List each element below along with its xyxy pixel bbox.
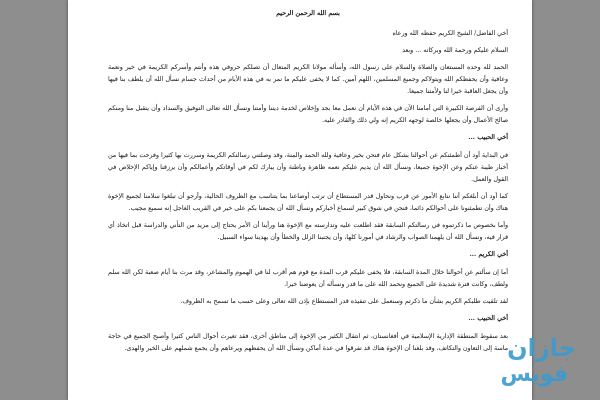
- watermark-line1: جازان: [507, 334, 576, 362]
- section-heading: أخي الحبيب ...: [468, 315, 508, 322]
- greeting-line: السلام عليكم ورحمة الله وبركاته ... وبعد: [402, 47, 508, 54]
- paragraph: كما أود أن أبلغكم أننا نتابع الأمور عن قرب ونحاول قدر المستطاع أن نرتب أوضاعنا بما يتناسب مع الظروف الحالية، وأرجو أن تبلغوا سلامنا لجميع الإخوة هناك وأن تطمئنونا على أحوالكم دائما، فنحن في شوق كبير لسماع أخباركم ونسأل الله أن يجمعنا بكم على خير في القريب العاجل إنه سميع مجيب.: [108, 193, 508, 212]
- watermark-line2: فويس: [500, 362, 568, 387]
- paragraph: في البداية أود أن أطمئنكم عن أحوالنا بشكل عام فنحن بخير وعافية ولله الحمد والمنة، وقد وصلتني رسالتكم الكريمة وسررت بها كثيرا وفرحت بما فيها من أخبار طيبة عنكم وعن الإخوة جميعا، ونسأل الله أن يديم عليكم نعمه ظاهرة وباطنة وأن يبارك لكم في أوقاتكم وأعمالكم وأن يرزقنا وإياكم الإخلاص في القول والعمل.: [108, 152, 508, 183]
- paragraph: أما إن سألتم عن أحوالنا خلال المدة السابقة، فلا يخفى عليكم قرب المدة مع قوم هم أقرب لنا في الهموم والمشاعر، وقد مرت بنا أيام صعبة لكن الله سلم ولطف، وكانت فترة شديدة على الجميع ونحمد الله على ما قدر ونسأله أن يعوضنا خيرا.: [108, 269, 508, 288]
- paragraph: وأرى أن الفرصة الكبيرة التي أمامنا الآن في هذه الأيام أن نعمل معا بجد وإخلاص لخدمة ديننا وأمتنا ونسأل الله تعالى التوفيق والسداد وأن يتقبل منا ومنكم صالح الأعمال وأن يجعلها خالصة لوجهه الكريم إنه ولي ذلك والقادر عليه.: [108, 105, 508, 124]
- basmala-header: بسم الله الرحمن الرحيم: [276, 10, 340, 17]
- document-page: [68, 0, 532, 400]
- paragraph: بعد سقوط المنطقة الإدارية الإسلامية في أفغانستان، ثم انتقال الكثير من الإخوة إلى مناطق أخرى، فقد تغيرت أحوال الناس كثيرا وأصبح الجميع في حاجة ماسة إلى التعاون والتكاتف، وقد بلغنا أن الإخوة هناك قد تفرقوا في عدة أماكن ونسأل الله أن يحفظهم ويرعاهم وأن يجمع شملهم على الخير والهدى.: [108, 333, 508, 352]
- section-heading: أخي الحبيب ...: [468, 134, 508, 141]
- addressee-line: أخي الفاضل/ الشيخ الكريم حفظه الله ورعاه: [392, 30, 508, 37]
- site-watermark-logo: [486, 334, 586, 394]
- paragraph: الحمد لله وحده المستعان والصلاة والسلام على رسول الله، وأسأله مولانا الكريم المتعال أن تصلكم حروفي هذه وأنتم وأسركم الكريمة في خير ونعمة وعافية وأن يحفظكم الله ويتولاكم وجميع المسلمين، اللهم آمين. كما لا يخفى عليكم ما نمر به في هذه الأيام من أحداث جسام نسأل الله أن يلطف بنا فيها وأن يجعل العاقبة خيرا لنا ولأمتنا جميعا.: [108, 64, 508, 95]
- paragraph: لقد تلقيت طلبكم الكريم بشأن ما ذكرتم وسنعمل على تنفيذه قدر المستطاع بإذن الله تعالى وعلى حسب ما تسمح به الظروف.: [180, 298, 508, 305]
- section-heading: أخي الكريم ...: [469, 251, 508, 258]
- letter-body: [108, 8, 508, 360]
- paragraph: وأما بخصوص ما ذكرتموه في رسالتكم السابقة فقد اطلعت عليه وتدارسته مع الإخوة هنا ورأينا أن الأمر يحتاج إلى مزيد من التأني والدراسة قبل اتخاذ أي قرار فيه، ونسأل الله أن يلهمنا الصواب والرشاد في أمورنا كلها، وأن يجنبنا الزلل والخطأ وأن يهدينا سواء السبيل.: [108, 222, 508, 241]
